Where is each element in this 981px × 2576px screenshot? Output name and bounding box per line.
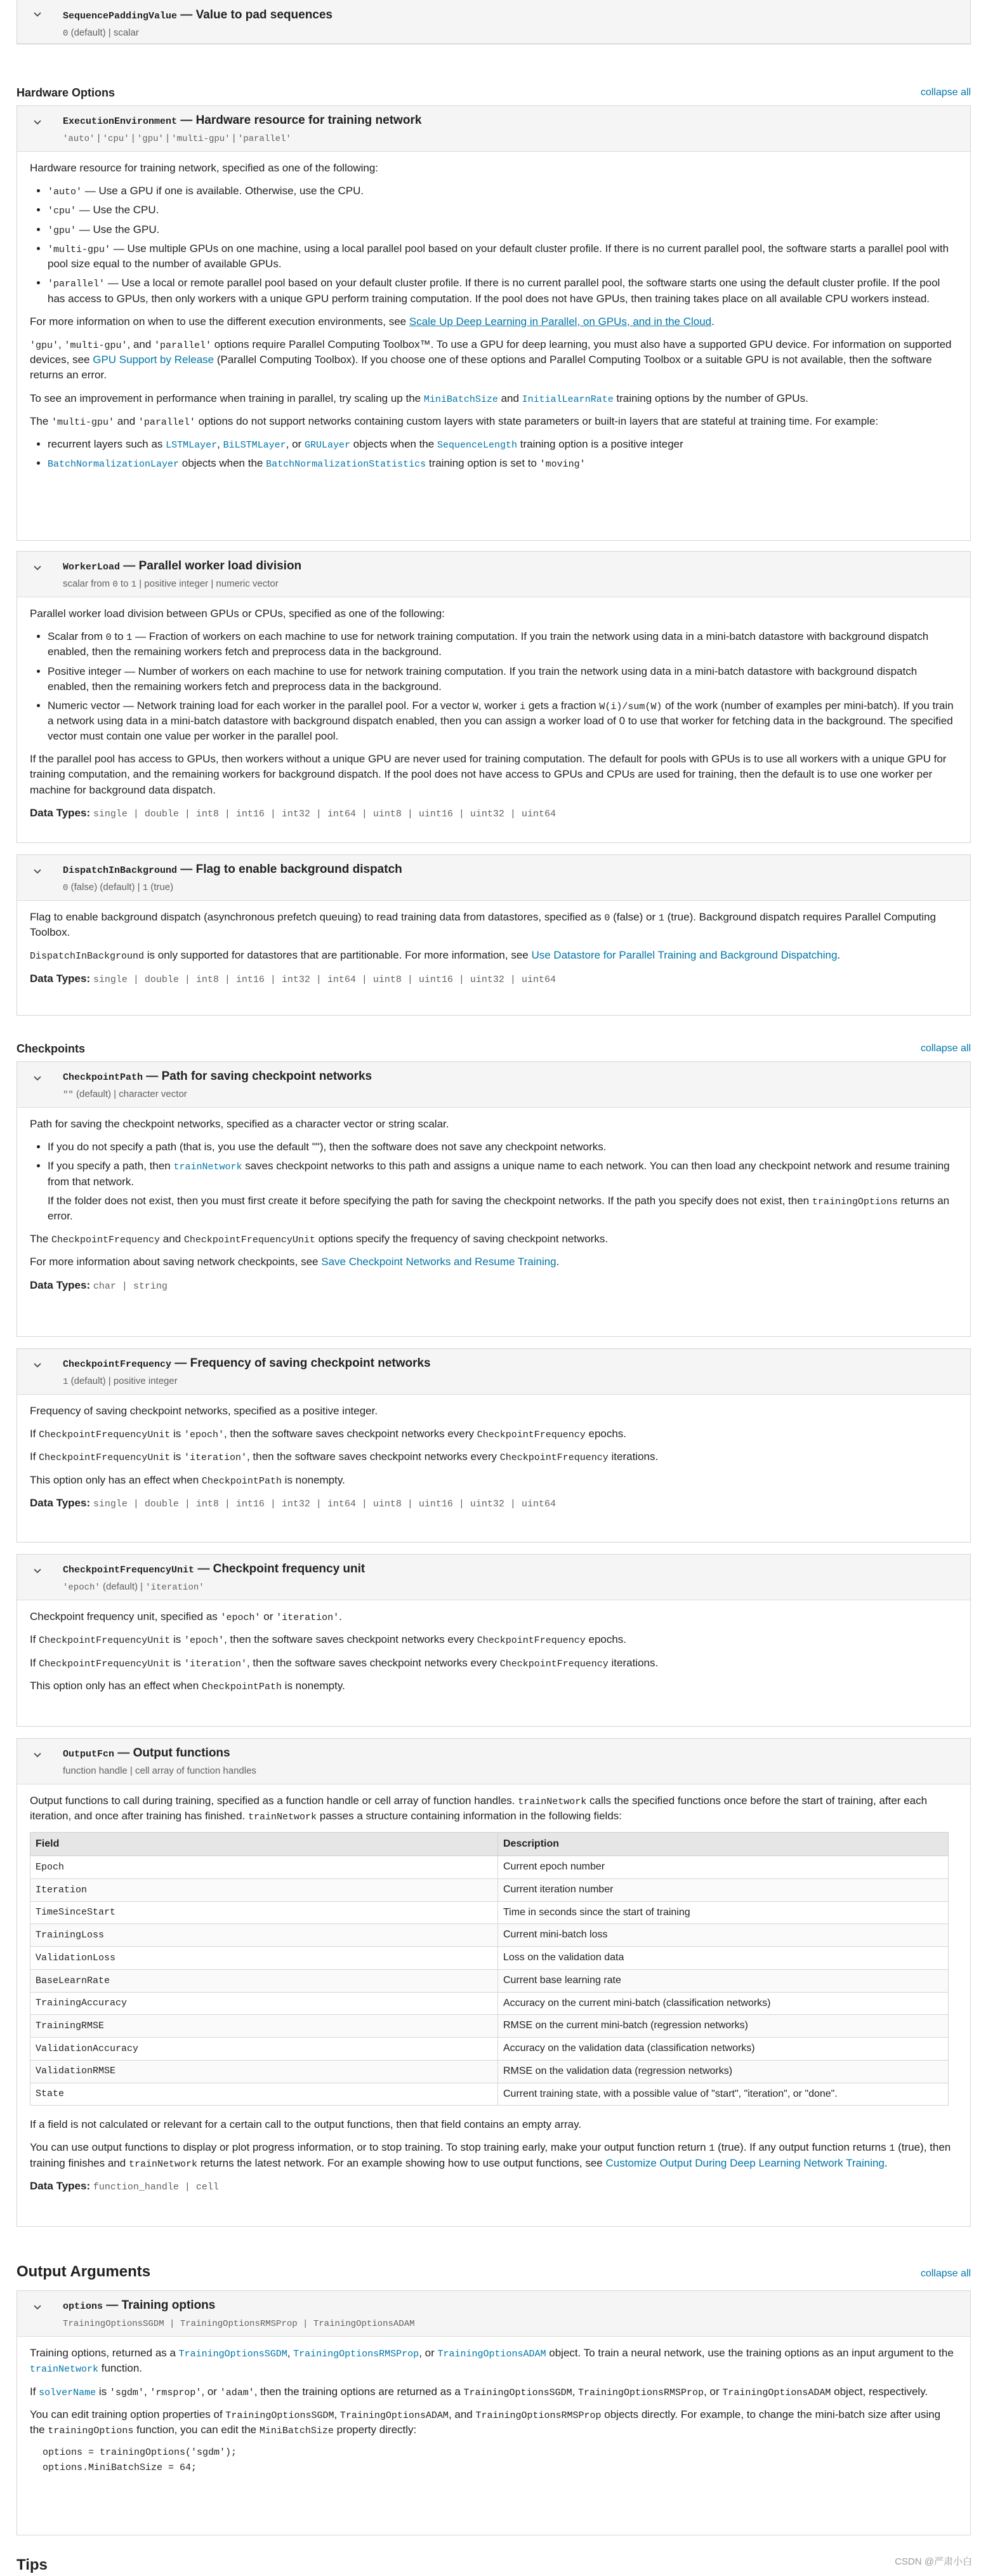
watermark: CSDN @严肃小白 — [895, 2556, 972, 2567]
list-item: • recurrent layers such as LSTMLayer, BiLSTMLayer, or GRULayer objects when the SequenceLength training option is a positive integer — [48, 437, 958, 452]
chevron-down-icon[interactable] — [32, 866, 46, 880]
arg-header[interactable] — [17, 0, 970, 44]
arg-panel-output-fcn — [16, 1738, 971, 2227]
paragraph: The 'multi-gpu' and 'parallel' options do not support networks containing custom layers with state parameters or built-in layers that are stateful at training time. For example: — [30, 415, 879, 428]
column-header-field: Field — [30, 1832, 498, 1856]
trainnetwork-link[interactable]: trainNetwork — [30, 2364, 99, 2375]
list-item: • If you specify a path, then trainNetwork saves checkpoint networks to this path and assigns a unique name to each network. You can then load any checkpoint network and resume training from that network. If the folder does not exist, then you must first create it before specifying the path for saving the checkpoint networks. If the path you specify does not exist, then trainingOptions returns an error. — [48, 1159, 958, 1224]
section-header-hardware — [16, 83, 971, 102]
arg-header[interactable] — [17, 2291, 970, 2337]
field-description-cell: Current iteration number — [498, 1879, 949, 1902]
paragraph: You can edit training option properties of TrainingOptionsSGDM, TrainingOptionsADAM, and TrainingOptionsRMSProp objects directly. For example, to change the mini-batch size after using the trainingOptions function, you can edit the MiniBatchSize property directly: — [30, 2408, 941, 2437]
arg-header[interactable] — [17, 1739, 970, 1784]
data-types: Data Types: function_handle | cell — [30, 2179, 219, 2193]
initiallearnrate-link[interactable]: InitialLearnRate — [522, 394, 614, 405]
field-name-cell: TrainingLoss — [30, 1924, 498, 1947]
list-item: • Positive integer — Number of workers on each machine to use for network training computation. If you train the network using data in a mini-batch datastore with background dispatch enabled, then the remaining workers fetch and preprocess data in the background. — [48, 664, 958, 694]
section-header-output-arguments — [16, 2260, 971, 2283]
arg-intro: Frequency of saving checkpoint networks, specified as a positive integer. — [30, 1405, 378, 1417]
arg-panel-options — [16, 2290, 971, 2535]
chevron-down-icon[interactable] — [32, 1566, 46, 1580]
arg-title: CheckpointFrequency — Frequency of saving checkpoint networks — [63, 1357, 431, 1370]
field-name-cell: TrainingAccuracy — [30, 1992, 498, 2015]
save-checkpoint-link[interactable]: Save Checkpoint Networks and Resume Training — [321, 1256, 556, 1268]
data-types: Data Types: char | string — [30, 1278, 168, 1292]
section-title: Output Arguments — [16, 2262, 151, 2280]
paragraph: You can use output functions to display or plot progress information, or to stop training. To stop training early, make your output function return 1 (true). If any output function returns 1 (true), then training finishes and trainNetwork returns the latest network. For an example showing how to use output functions, see Customize Output During Deep Learning Network Training. — [30, 2141, 951, 2170]
field-description-cell: Current mini-batch loss — [498, 1924, 949, 1947]
arg-panel-checkpoint-frequency — [16, 1348, 971, 1543]
adam-link[interactable]: TrainingOptionsADAM — [437, 2349, 546, 2360]
paragraph: If CheckpointFrequencyUnit is 'iteration', then the software saves checkpoint networks every CheckpointFrequency iterations. — [30, 1451, 659, 1464]
table-row — [30, 2060, 949, 2083]
paragraph: If the parallel pool has access to GPUs, then workers without a unique GPU are never used for training computation. The default for pools with GPUs is to use all workers with a unique GPU for training computation, and the remaining workers for background dispatch. If the pool does not have access to GPUs and CPUs are used for training, then the default is to use one worker per machine for background data dispatch. — [30, 753, 947, 796]
field-name-cell: ValidationRMSE — [30, 2060, 498, 2083]
field-description-cell: Accuracy on the current mini-batch (classification networks) — [498, 1992, 949, 2015]
arg-header[interactable] — [17, 1349, 970, 1395]
chevron-down-icon[interactable] — [32, 1360, 46, 1374]
table-row — [30, 2015, 949, 2038]
chevron-down-icon[interactable] — [32, 563, 46, 577]
list-item: • BatchNormalizationLayer objects when the BatchNormalizationStatistics training option is set to 'moving' — [48, 456, 958, 471]
chevron-down-icon[interactable] — [32, 117, 46, 131]
list-item: • 'cpu' — Use the CPU. — [48, 202, 958, 218]
chevron-down-icon[interactable] — [32, 1073, 46, 1087]
arg-intro: Path for saving the checkpoint networks, specified as a character vector or string scalar. — [30, 1118, 449, 1130]
field-description-cell: Loss on the validation data — [498, 1947, 949, 1970]
chevron-down-icon[interactable] — [32, 1750, 46, 1764]
paragraph: If a field is not calculated or relevant for a certain call to the output functions, then that field contains an empty array. — [30, 2118, 582, 2131]
arg-summary: — Value to pad sequences — [177, 8, 332, 22]
table-row — [30, 1856, 949, 1879]
list-item: • 'auto' — Use a GPU if one is available. Otherwise, use the CPU. — [48, 183, 958, 199]
list-item: • If you do not specify a path (that is, you use the default ""), then the software does not save any checkpoint networks. — [48, 1139, 958, 1155]
arg-header[interactable] — [17, 552, 970, 597]
arg-header[interactable] — [17, 106, 970, 152]
option-list — [30, 1139, 958, 1224]
scale-up-link[interactable]: Scale Up Deep Learning in Parallel, on GPUs, and in the Cloud — [409, 315, 712, 328]
paragraph: If CheckpointFrequencyUnit is 'epoch', then the software saves checkpoint networks every CheckpointFrequency epochs. — [30, 1633, 627, 1647]
arg-panel-dispatch-in-background — [16, 854, 971, 1016]
option-list — [30, 183, 958, 307]
arg-defaults: 'epoch' (default) | 'iteration' — [63, 1581, 204, 1593]
paragraph: If CheckpointFrequencyUnit is 'iteration', then the software saves checkpoint networks every CheckpointFrequency iterations. — [30, 1656, 659, 1670]
arg-intro: Checkpoint frequency unit, specified as 'epoch' or 'iteration'. — [30, 1610, 342, 1623]
list-item: • 'parallel' — Use a local or remote parallel pool based on your default cluster profile. If there is no current parallel pool, the software starts one using the default cluster profile. If the pool has access to GPUs, then only workers with a unique GPU perform training computation. If the pool does not have GPUs, then training takes place on all available CPU workers instead. — [48, 276, 958, 306]
grulayer-link[interactable]: GRULayer — [304, 440, 350, 451]
section-title: Checkpoints — [16, 1042, 86, 1056]
arg-intro: Parallel worker load division between GPUs or CPUs, specified as one of the following: — [30, 607, 445, 620]
arg-defaults: "" (default) | character vector — [63, 1088, 187, 1100]
section-header-tips — [16, 2553, 971, 2576]
paragraph: Flag to enable background dispatch (asynchronous prefetch queuing) to read training data from datastores, specified as 0 (false) or 1 (true). Background dispatch requires Parallel Computing Toolbox. — [30, 911, 936, 939]
example-list — [30, 437, 958, 472]
paragraph: For more information on when to use the different execution environments, see Scale Up Deep Learning in Parallel, on GPUs, and in the Cloud. — [30, 315, 714, 328]
arg-intro: Hardware resource for training network, specified as one of the following: — [30, 162, 379, 174]
data-types: Data Types: single | double | int8 | int16 | int32 | int64 | uint8 | uint16 | uint32 | uint64 — [30, 806, 556, 820]
arg-header[interactable] — [17, 1555, 970, 1600]
table-row — [30, 2083, 949, 2106]
paragraph: If CheckpointFrequencyUnit is 'epoch', then the software saves checkpoint networks every CheckpointFrequency epochs. — [30, 1428, 627, 1441]
arg-panel-worker-load — [16, 551, 971, 843]
arg-panel-execution-environment — [16, 105, 971, 541]
rmsprop-link[interactable]: TrainingOptionsRMSProp — [293, 2349, 419, 2360]
table-row — [30, 1992, 949, 2015]
table-row — [30, 1969, 949, 1992]
table-row — [30, 1879, 949, 1902]
list-item: • 'gpu' — Use the GPU. — [48, 222, 958, 237]
arg-intro: Output functions to call during training, specified as a function handle or cell array of function handles. trainNetwork calls the specified functions once before the start of training, after each iteration, and once after training has finished. trainNetwork passes a structure containing information in the following fields: — [30, 1795, 928, 1823]
field-name-cell: Iteration — [30, 1879, 498, 1902]
paragraph: The CheckpointFrequency and CheckpointFrequencyUnit options specify the frequency of saving checkpoint networks. — [30, 1233, 609, 1246]
option-list — [30, 629, 958, 744]
collapse-all-link[interactable]: collapse all — [920, 2268, 971, 2280]
batchnormstats-link[interactable]: BatchNormalizationStatistics — [266, 459, 426, 470]
bilstmlayer-link[interactable]: BiLSTMLayer — [223, 440, 286, 451]
table-row — [30, 1924, 949, 1947]
field-name-cell: ValidationLoss — [30, 1947, 498, 1970]
section-title: Hardware Options — [16, 86, 115, 100]
chevron-down-icon[interactable] — [32, 2302, 46, 2316]
collapse-all-link[interactable]: collapse all — [920, 87, 971, 98]
paragraph: If solverName is 'sgdm', 'rmsprop', or 'adam', then the training options are returned as a TrainingOptionsSGDM, TrainingOptionsRMSProp, or TrainingOptionsADAM object, respectively. — [30, 2385, 928, 2398]
field-name-cell: BaseLearnRate — [30, 1969, 498, 1992]
field-name-cell: State — [30, 2083, 498, 2106]
arg-panel-checkpoint-path — [16, 1061, 971, 1337]
paragraph: DispatchInBackground is only supported for datastores that are partitionable. For more information, see Use Datastore for Parallel Training and Background Dispatching. — [30, 949, 841, 962]
solvername-link[interactable]: solverName — [39, 2387, 96, 2398]
field-name-cell: TimeSinceStart — [30, 1901, 498, 1924]
lstmlayer-link[interactable]: LSTMLayer — [166, 440, 218, 451]
output-fields-table — [30, 1832, 949, 2106]
trainnetwork-link[interactable]: trainNetwork — [173, 1162, 242, 1173]
field-name-cell: Epoch — [30, 1856, 498, 1879]
arg-header[interactable] — [17, 1062, 970, 1108]
arg-title: DispatchInBackground — Flag to enable background dispatch — [63, 863, 402, 876]
arg-defaults: 0 (default) | scalar — [63, 27, 139, 39]
arg-title: CheckpointPath — Path for saving checkpoint networks — [63, 1070, 372, 1083]
list-item: • 'multi-gpu' — Use multiple GPUs on one machine, using a local parallel pool based on your default cluster profile. If there is no current parallel pool, the software starts a parallel pool with pool size equal to the number of available GPUs. — [48, 241, 958, 272]
table-row — [30, 1947, 949, 1970]
batchnorm-link[interactable]: BatchNormalizationLayer — [48, 459, 180, 470]
list-item: • Scalar from 0 to 1 — Fraction of workers on each machine to use for network training computation. If you train the network using data in a mini-batch datastore with background dispatch enabled, then the remaining workers fetch and preprocess data in the background. — [48, 629, 958, 660]
field-description-cell: RMSE on the validation data (regression networks) — [498, 2060, 949, 2083]
arg-title: CheckpointFrequencyUnit — Checkpoint frequency unit — [63, 1562, 365, 1576]
arg-defaults: function handle | cell array of function handles — [63, 1765, 256, 1776]
chevron-down-icon[interactable] — [32, 10, 46, 23]
list-item: • Numeric vector — Network training load for each worker in the parallel pool. For a vector W, worker i gets a fraction W(i)/sum(W) of the work (number of examples per mini-batch). If you train a network using data in a mini-batch datastore with background dispatch enabled, then you can assign a worker load of 0 to use that worker for fetching data in the background. The specified vector must contain one value per worker in the parallel pool. — [48, 698, 958, 745]
arg-title: OutputFcn — Output functions — [63, 1746, 230, 1760]
customize-output-link[interactable]: Customize Output During Deep Learning Network Training — [605, 2156, 885, 2169]
arg-header[interactable] — [17, 855, 970, 901]
field-description-cell: RMSE on the current mini-batch (regression networks) — [498, 2015, 949, 2038]
field-name-cell: ValidationAccuracy — [30, 2038, 498, 2061]
arg-title: options — Training options — [63, 2299, 216, 2312]
paragraph: For more information about saving network checkpoints, see Save Checkpoint Networks and Resume Training. — [30, 1256, 560, 1268]
paragraph: Training options, returned as a TrainingOptionsSGDM, TrainingOptionsRMSProp, or TrainingOptionsADAM object. To train a neural network, use the training options as an input argument to the trainNetwork function. — [30, 2347, 954, 2375]
field-description-cell: Current training state, with a possible value of "start", "iteration", or "done". — [498, 2083, 949, 2106]
data-types: Data Types: single | double | int8 | int16 | int32 | int64 | uint8 | uint16 | uint32 | uint64 — [30, 1497, 556, 1510]
paragraph: 'gpu', 'multi-gpu', and 'parallel' options require Parallel Computing Toolbox™. To use a GPU for deep learning, you must also have a supported GPU device. For information on supported devices, see GPU Support by Release (Parallel Computing Toolbox). If you choose one of these options and Parallel Computing Toolbox or a suitable GPU is not available, then the software returns an error. — [30, 338, 952, 382]
field-description-cell: Accuracy on the validation data (classification networks) — [498, 2038, 949, 2061]
table-header-row — [30, 1832, 949, 1856]
gpu-support-link[interactable]: GPU Support by Release — [93, 354, 214, 366]
field-name-cell: TrainingRMSE — [30, 2015, 498, 2038]
code-snippet: options = trainingOptions('sgdm'); options.MiniBatchSize = 64; — [43, 2447, 237, 2474]
column-header-description: Description — [498, 1832, 949, 1856]
table-row — [30, 2038, 949, 2061]
paragraph: To see an improvement in performance when training in parallel, try scaling up the MiniBatchSize and InitialLearnRate training options by the number of GPUs. — [30, 392, 808, 405]
arg-panel-sequence-padding-value — [16, 0, 971, 44]
arg-panel-checkpoint-frequency-unit — [16, 1554, 971, 1727]
data-types: Data Types: single | double | int8 | int16 | int32 | int64 | uint8 | uint16 | uint32 | uint64 — [30, 972, 556, 985]
datastore-parallel-link[interactable]: Use Datastore for Parallel Training and Background Dispatching — [531, 949, 838, 962]
paragraph: This option only has an effect when CheckpointPath is nonempty. — [30, 1679, 345, 1692]
arg-title — [63, 7, 970, 24]
collapse-all-link[interactable]: collapse all — [920, 1043, 971, 1054]
arg-defaults: TrainingOptionsSGDM | TrainingOptionsRMSProp | TrainingOptionsADAM — [63, 2318, 415, 2329]
arg-defaults: 'auto' | 'cpu' | 'gpu' | 'multi-gpu' | 'parallel' — [63, 132, 291, 144]
field-description-cell: Time in seconds since the start of training — [498, 1901, 949, 1924]
section-title: Tips — [16, 2556, 48, 2573]
table-row — [30, 1901, 949, 1924]
arg-defaults: 0 (false) (default) | 1 (true) — [63, 881, 174, 893]
section-header-checkpoints — [16, 1039, 971, 1058]
paragraph: This option only has an effect when CheckpointPath is nonempty. — [30, 1473, 345, 1487]
sequencelength-link[interactable]: SequenceLength — [437, 440, 518, 451]
sgdm-link[interactable]: TrainingOptionsSGDM — [178, 2349, 287, 2360]
field-description-cell: Current base learning rate — [498, 1969, 949, 1992]
arg-defaults: 1 (default) | positive integer — [63, 1375, 178, 1387]
field-description-cell: Current epoch number — [498, 1856, 949, 1879]
arg-defaults: scalar from 0 to 1 | positive integer | numeric vector — [63, 578, 279, 590]
arg-title: WorkerLoad — Parallel worker load division — [63, 559, 302, 573]
arg-title: ExecutionEnvironment — Hardware resource for training network — [63, 114, 422, 127]
minibatchsize-link[interactable]: MiniBatchSize — [423, 394, 498, 405]
arg-name: SequencePaddingValue — [63, 11, 178, 22]
